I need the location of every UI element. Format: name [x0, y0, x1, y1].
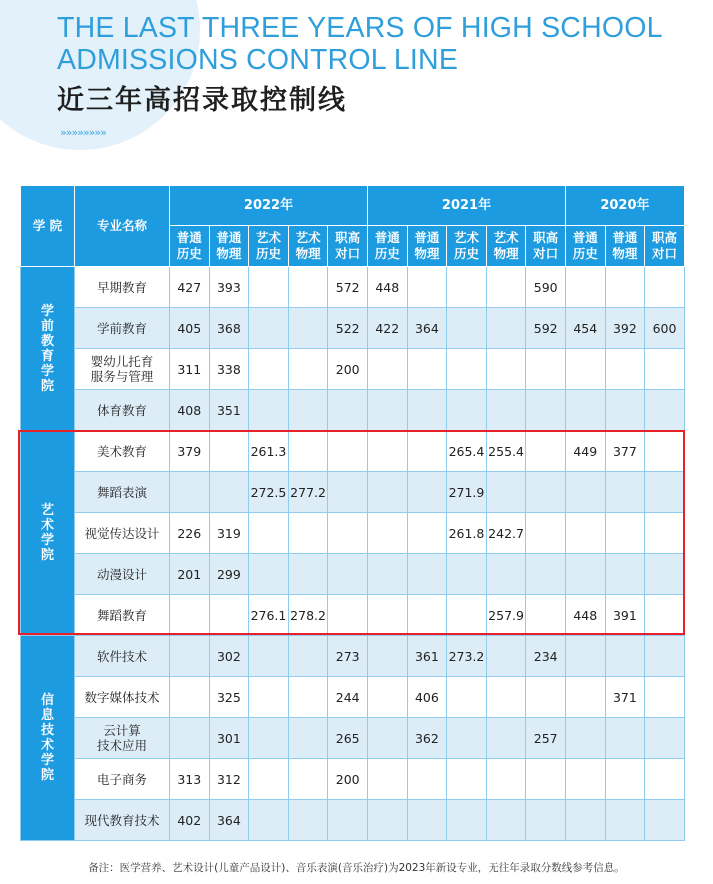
score-cell: 200	[328, 759, 368, 800]
table-row	[21, 308, 685, 349]
score-cell: 261.8	[447, 513, 487, 554]
score-cell	[486, 636, 526, 677]
score-cell	[566, 390, 606, 431]
table-row	[21, 636, 685, 677]
score-cell	[288, 636, 328, 677]
score-cell: 427	[170, 267, 210, 308]
college-column-header: 学 院	[21, 186, 75, 267]
score-cell	[645, 554, 685, 595]
score-cell	[447, 595, 487, 636]
score-cell	[605, 718, 645, 759]
score-cell	[447, 554, 487, 595]
table-row	[21, 431, 685, 472]
score-cell: 449	[566, 431, 606, 472]
score-cell: 406	[407, 677, 447, 718]
score-cell: 364	[209, 800, 249, 841]
major-name-cell: 学前教育	[75, 308, 170, 349]
score-cell: 313	[170, 759, 210, 800]
score-cell	[328, 513, 368, 554]
subheader-2020-2: 职高 对口	[645, 226, 685, 267]
score-cell	[328, 554, 368, 595]
score-cell	[170, 472, 210, 513]
score-cell	[605, 267, 645, 308]
score-cell	[605, 800, 645, 841]
score-cell	[486, 554, 526, 595]
score-cell: 312	[209, 759, 249, 800]
major-name-cell: 云计算 技术应用	[75, 718, 170, 759]
score-cell	[447, 390, 487, 431]
chevron-decoration-icon: »»»»»»»»	[60, 126, 106, 139]
score-cell: 522	[328, 308, 368, 349]
major-name-cell: 早期教育	[75, 267, 170, 308]
score-cell: 361	[407, 636, 447, 677]
score-cell: 362	[407, 718, 447, 759]
score-cell	[288, 677, 328, 718]
major-name-cell: 电子商务	[75, 759, 170, 800]
score-cell	[645, 267, 685, 308]
score-cell: 408	[170, 390, 210, 431]
score-cell	[645, 349, 685, 390]
score-cell	[486, 759, 526, 800]
table-row	[21, 554, 685, 595]
score-cell	[645, 513, 685, 554]
score-cell: 234	[526, 636, 566, 677]
score-cell	[407, 349, 447, 390]
score-cell	[566, 800, 606, 841]
score-cell	[368, 554, 408, 595]
score-cell	[170, 636, 210, 677]
score-cell	[447, 349, 487, 390]
score-cell	[526, 800, 566, 841]
score-cell	[407, 267, 447, 308]
score-cell: 273	[328, 636, 368, 677]
score-cell	[447, 308, 487, 349]
score-cell	[486, 472, 526, 513]
score-cell	[288, 349, 328, 390]
score-cell: 371	[605, 677, 645, 718]
footnote: 备注：医学营养、艺术设计(儿童产品设计)、音乐表演(音乐治疗)为2023年新设专业，无往年录取分数线参考信息。	[88, 862, 625, 874]
score-cell	[249, 513, 289, 554]
college-name-cell: 艺术学院	[21, 431, 75, 636]
score-cell	[368, 595, 408, 636]
score-cell	[605, 513, 645, 554]
score-cell	[368, 800, 408, 841]
major-name-cell: 软件技术	[75, 636, 170, 677]
title-english-line1: THE LAST THREE YEARS OF HIGH SCHOOL	[57, 12, 663, 44]
score-cell	[526, 513, 566, 554]
score-cell	[368, 431, 408, 472]
score-cell	[566, 677, 606, 718]
score-cell	[288, 267, 328, 308]
table-row	[21, 595, 685, 636]
score-cell	[645, 595, 685, 636]
score-cell	[486, 308, 526, 349]
score-cell	[209, 472, 249, 513]
major-name-cell: 婴幼儿托育 服务与管理	[75, 349, 170, 390]
score-cell	[288, 759, 328, 800]
score-cell: 301	[209, 718, 249, 759]
score-cell	[486, 267, 526, 308]
score-cell: 379	[170, 431, 210, 472]
score-cell: 319	[209, 513, 249, 554]
score-cell: 257	[526, 718, 566, 759]
table-row	[21, 718, 685, 759]
score-cell	[407, 513, 447, 554]
score-cell	[288, 800, 328, 841]
score-cell	[486, 718, 526, 759]
major-name-cell: 数字媒体技术	[75, 677, 170, 718]
score-cell: 368	[209, 308, 249, 349]
score-cell	[645, 718, 685, 759]
admissions-table	[20, 185, 685, 841]
score-cell	[566, 718, 606, 759]
score-cell: 242.7	[486, 513, 526, 554]
year-header-2020: 2020年	[566, 186, 685, 226]
score-cell	[368, 677, 408, 718]
score-cell	[566, 554, 606, 595]
score-cell: 402	[170, 800, 210, 841]
major-name-cell: 美术教育	[75, 431, 170, 472]
score-cell	[605, 472, 645, 513]
score-cell	[368, 472, 408, 513]
score-cell: 302	[209, 636, 249, 677]
score-cell: 226	[170, 513, 210, 554]
subheader-2022-2: 艺术 历史	[249, 226, 289, 267]
score-cell	[368, 349, 408, 390]
title-english	[57, 12, 697, 76]
college-name-cell: 学前教育学院	[21, 267, 75, 431]
score-cell	[566, 267, 606, 308]
score-cell: 392	[605, 308, 645, 349]
score-cell	[486, 349, 526, 390]
score-cell	[249, 677, 289, 718]
major-name-cell: 体育教育	[75, 390, 170, 431]
score-cell: 393	[209, 267, 249, 308]
table-row	[21, 800, 685, 841]
score-cell: 276.1	[249, 595, 289, 636]
score-cell	[288, 718, 328, 759]
score-cell	[328, 390, 368, 431]
table-row	[21, 390, 685, 431]
table-row	[21, 513, 685, 554]
major-column-header: 专业名称	[75, 186, 170, 267]
score-cell	[526, 595, 566, 636]
score-cell	[645, 759, 685, 800]
subheader-2021-0: 普通 历史	[368, 226, 408, 267]
score-cell: 448	[566, 595, 606, 636]
score-cell	[447, 800, 487, 841]
score-cell	[447, 718, 487, 759]
title-chinese: 近三年高招录取控制线	[57, 85, 347, 116]
score-cell	[645, 800, 685, 841]
score-cell	[447, 677, 487, 718]
score-cell	[368, 513, 408, 554]
subheader-2021-4: 职高 对口	[526, 226, 566, 267]
score-cell	[288, 513, 328, 554]
score-cell: 265	[328, 718, 368, 759]
score-cell: 364	[407, 308, 447, 349]
score-cell: 261.3	[249, 431, 289, 472]
subheader-2021-1: 普通 物理	[407, 226, 447, 267]
score-cell	[288, 390, 328, 431]
score-cell: 272.5	[249, 472, 289, 513]
table-row	[21, 759, 685, 800]
score-cell	[486, 390, 526, 431]
major-name-cell: 舞蹈教育	[75, 595, 170, 636]
score-cell	[645, 431, 685, 472]
subheader-2020-0: 普通 历史	[566, 226, 606, 267]
score-cell: 391	[605, 595, 645, 636]
score-cell	[170, 718, 210, 759]
table-row	[21, 349, 685, 390]
score-cell	[407, 431, 447, 472]
subheader-2022-3: 艺术 物理	[288, 226, 328, 267]
score-cell: 201	[170, 554, 210, 595]
score-cell	[368, 390, 408, 431]
score-cell: 277.2	[288, 472, 328, 513]
score-cell	[526, 472, 566, 513]
score-cell	[605, 349, 645, 390]
score-cell	[288, 554, 328, 595]
score-cell	[605, 759, 645, 800]
score-cell: 422	[368, 308, 408, 349]
major-name-cell: 视觉传达设计	[75, 513, 170, 554]
score-cell: 454	[566, 308, 606, 349]
score-cell	[209, 595, 249, 636]
score-cell	[249, 759, 289, 800]
score-cell: 278.2	[288, 595, 328, 636]
score-cell	[526, 554, 566, 595]
score-cell	[407, 390, 447, 431]
major-name-cell: 舞蹈表演	[75, 472, 170, 513]
score-cell: 338	[209, 349, 249, 390]
score-cell: 325	[209, 677, 249, 718]
score-cell	[605, 636, 645, 677]
title-english-line2: ADMISSIONS CONTROL LINE	[57, 44, 459, 76]
score-cell	[566, 513, 606, 554]
score-cell: 572	[328, 267, 368, 308]
score-cell	[249, 349, 289, 390]
subheader-2020-1: 普通 物理	[605, 226, 645, 267]
subheader-2022-0: 普通 历史	[170, 226, 210, 267]
score-cell	[209, 431, 249, 472]
score-cell	[328, 595, 368, 636]
score-cell	[407, 554, 447, 595]
score-cell	[328, 800, 368, 841]
score-cell	[249, 718, 289, 759]
score-cell	[249, 554, 289, 595]
score-cell	[407, 759, 447, 800]
score-cell	[407, 800, 447, 841]
score-cell	[328, 472, 368, 513]
table-row	[21, 472, 685, 513]
subheader-2022-4: 职高 对口	[328, 226, 368, 267]
subheader-2021-2: 艺术 历史	[447, 226, 487, 267]
score-cell	[328, 431, 368, 472]
score-cell	[249, 390, 289, 431]
score-cell: 448	[368, 267, 408, 308]
score-cell: 271.9	[447, 472, 487, 513]
score-cell	[249, 267, 289, 308]
major-name-cell: 现代教育技术	[75, 800, 170, 841]
score-cell	[526, 349, 566, 390]
score-cell	[566, 472, 606, 513]
score-cell	[288, 431, 328, 472]
score-cell	[645, 677, 685, 718]
score-cell	[368, 718, 408, 759]
year-header-2022: 2022年	[170, 186, 368, 226]
score-cell	[170, 677, 210, 718]
score-cell	[288, 308, 328, 349]
score-cell	[645, 472, 685, 513]
score-cell	[407, 595, 447, 636]
score-cell	[368, 636, 408, 677]
score-cell	[526, 677, 566, 718]
score-cell	[170, 595, 210, 636]
score-cell	[566, 636, 606, 677]
score-cell: 590	[526, 267, 566, 308]
score-cell	[407, 472, 447, 513]
score-cell	[368, 759, 408, 800]
score-cell: 592	[526, 308, 566, 349]
score-cell: 311	[170, 349, 210, 390]
score-cell	[526, 759, 566, 800]
score-cell: 600	[645, 308, 685, 349]
score-cell	[605, 390, 645, 431]
major-name-cell: 动漫设计	[75, 554, 170, 595]
score-cell	[645, 636, 685, 677]
score-cell: 244	[328, 677, 368, 718]
college-name-cell: 信息技术学院	[21, 636, 75, 841]
score-cell	[605, 554, 645, 595]
table-row	[21, 267, 685, 308]
table-row	[21, 677, 685, 718]
score-cell	[526, 431, 566, 472]
score-cell	[486, 677, 526, 718]
score-cell: 257.9	[486, 595, 526, 636]
score-cell: 299	[209, 554, 249, 595]
score-cell: 351	[209, 390, 249, 431]
score-cell: 273.2	[447, 636, 487, 677]
score-cell	[447, 759, 487, 800]
score-cell: 265.4	[447, 431, 487, 472]
score-cell	[486, 800, 526, 841]
subheader-2021-3: 艺术 物理	[486, 226, 526, 267]
score-cell	[566, 759, 606, 800]
score-cell	[249, 308, 289, 349]
score-cell: 405	[170, 308, 210, 349]
subheader-2022-1: 普通 物理	[209, 226, 249, 267]
score-cell: 377	[605, 431, 645, 472]
score-cell: 200	[328, 349, 368, 390]
score-cell	[566, 349, 606, 390]
score-cell	[249, 800, 289, 841]
score-cell	[645, 390, 685, 431]
year-header-2021: 2021年	[368, 186, 566, 226]
score-cell	[249, 636, 289, 677]
score-cell: 255.4	[486, 431, 526, 472]
score-cell	[526, 390, 566, 431]
score-cell	[447, 267, 487, 308]
